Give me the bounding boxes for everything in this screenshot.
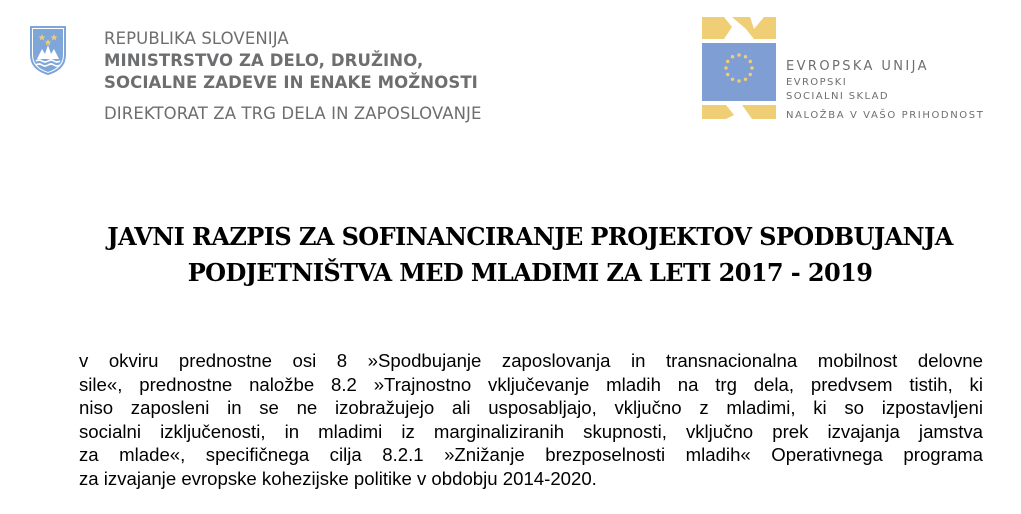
body-line: niso zaposleni in se ne izobražujejo ali usposabljajo, vključno z mladimi, ki so izpostavljeni <box>79 397 983 419</box>
directorate-name: DIREKTORAT ZA TRG DELA IN ZAPOSLOVANJE <box>104 104 482 123</box>
eu-motto: NALOŽBA V VAŠO PRIHODNOST <box>786 110 985 121</box>
eu-title: EVROPSKA UNIJA <box>786 59 929 74</box>
body-line: za mlade«, specifičnega cilja 8.2.1 »Znižanje brezposelnosti mladih« Operativnega programa <box>79 444 983 466</box>
ministry-block <box>104 28 482 125</box>
ministry-name-line2: SOCIALNE ZADEVE IN ENAKE MOŽNOSTI <box>104 73 478 92</box>
eu-esf-logo-icon <box>702 17 776 119</box>
document-title <box>40 219 1020 291</box>
ministry-name-line1: MINISTRSTVO ZA DELO, DRUŽINO, <box>104 51 424 70</box>
body-paragraph <box>79 349 983 491</box>
eu-sub-line2: SOCIALNI SKLAD <box>786 91 890 102</box>
eu-sub-line1: EVROPSKI <box>786 77 848 88</box>
slovenia-coat-of-arms-icon <box>29 25 67 75</box>
eu-esf-text <box>786 58 984 123</box>
title-line1: JAVNI RAZPIS ZA SOFINANCIRANJE PROJEKTOV SPODBUJANJA <box>107 222 953 251</box>
ministry-republic: REPUBLIKA SLOVENIJA <box>104 29 289 48</box>
body-line: socialni izključenosti, in mladimi iz marginaliziranih skupnosti, vključno prek izvajanja jamstva <box>79 420 983 442</box>
title-line2: PODJETNIŠTVA MED MLADIMI ZA LETI 2017 - 2019 <box>187 258 873 287</box>
body-line: v okviru prednostne osi 8 »Spodbujanje zaposlovanja in transnacionalna mobilnost delovne <box>79 350 983 371</box>
body-line: sile«, prednostne naložbe 8.2 »Trajnostno vključevanje mladih na trg dela, predvsem tistih, ki <box>79 373 983 395</box>
body-line: za izvajanje evropske kohezijske politike v obdobju 2014-2020. <box>79 467 597 489</box>
